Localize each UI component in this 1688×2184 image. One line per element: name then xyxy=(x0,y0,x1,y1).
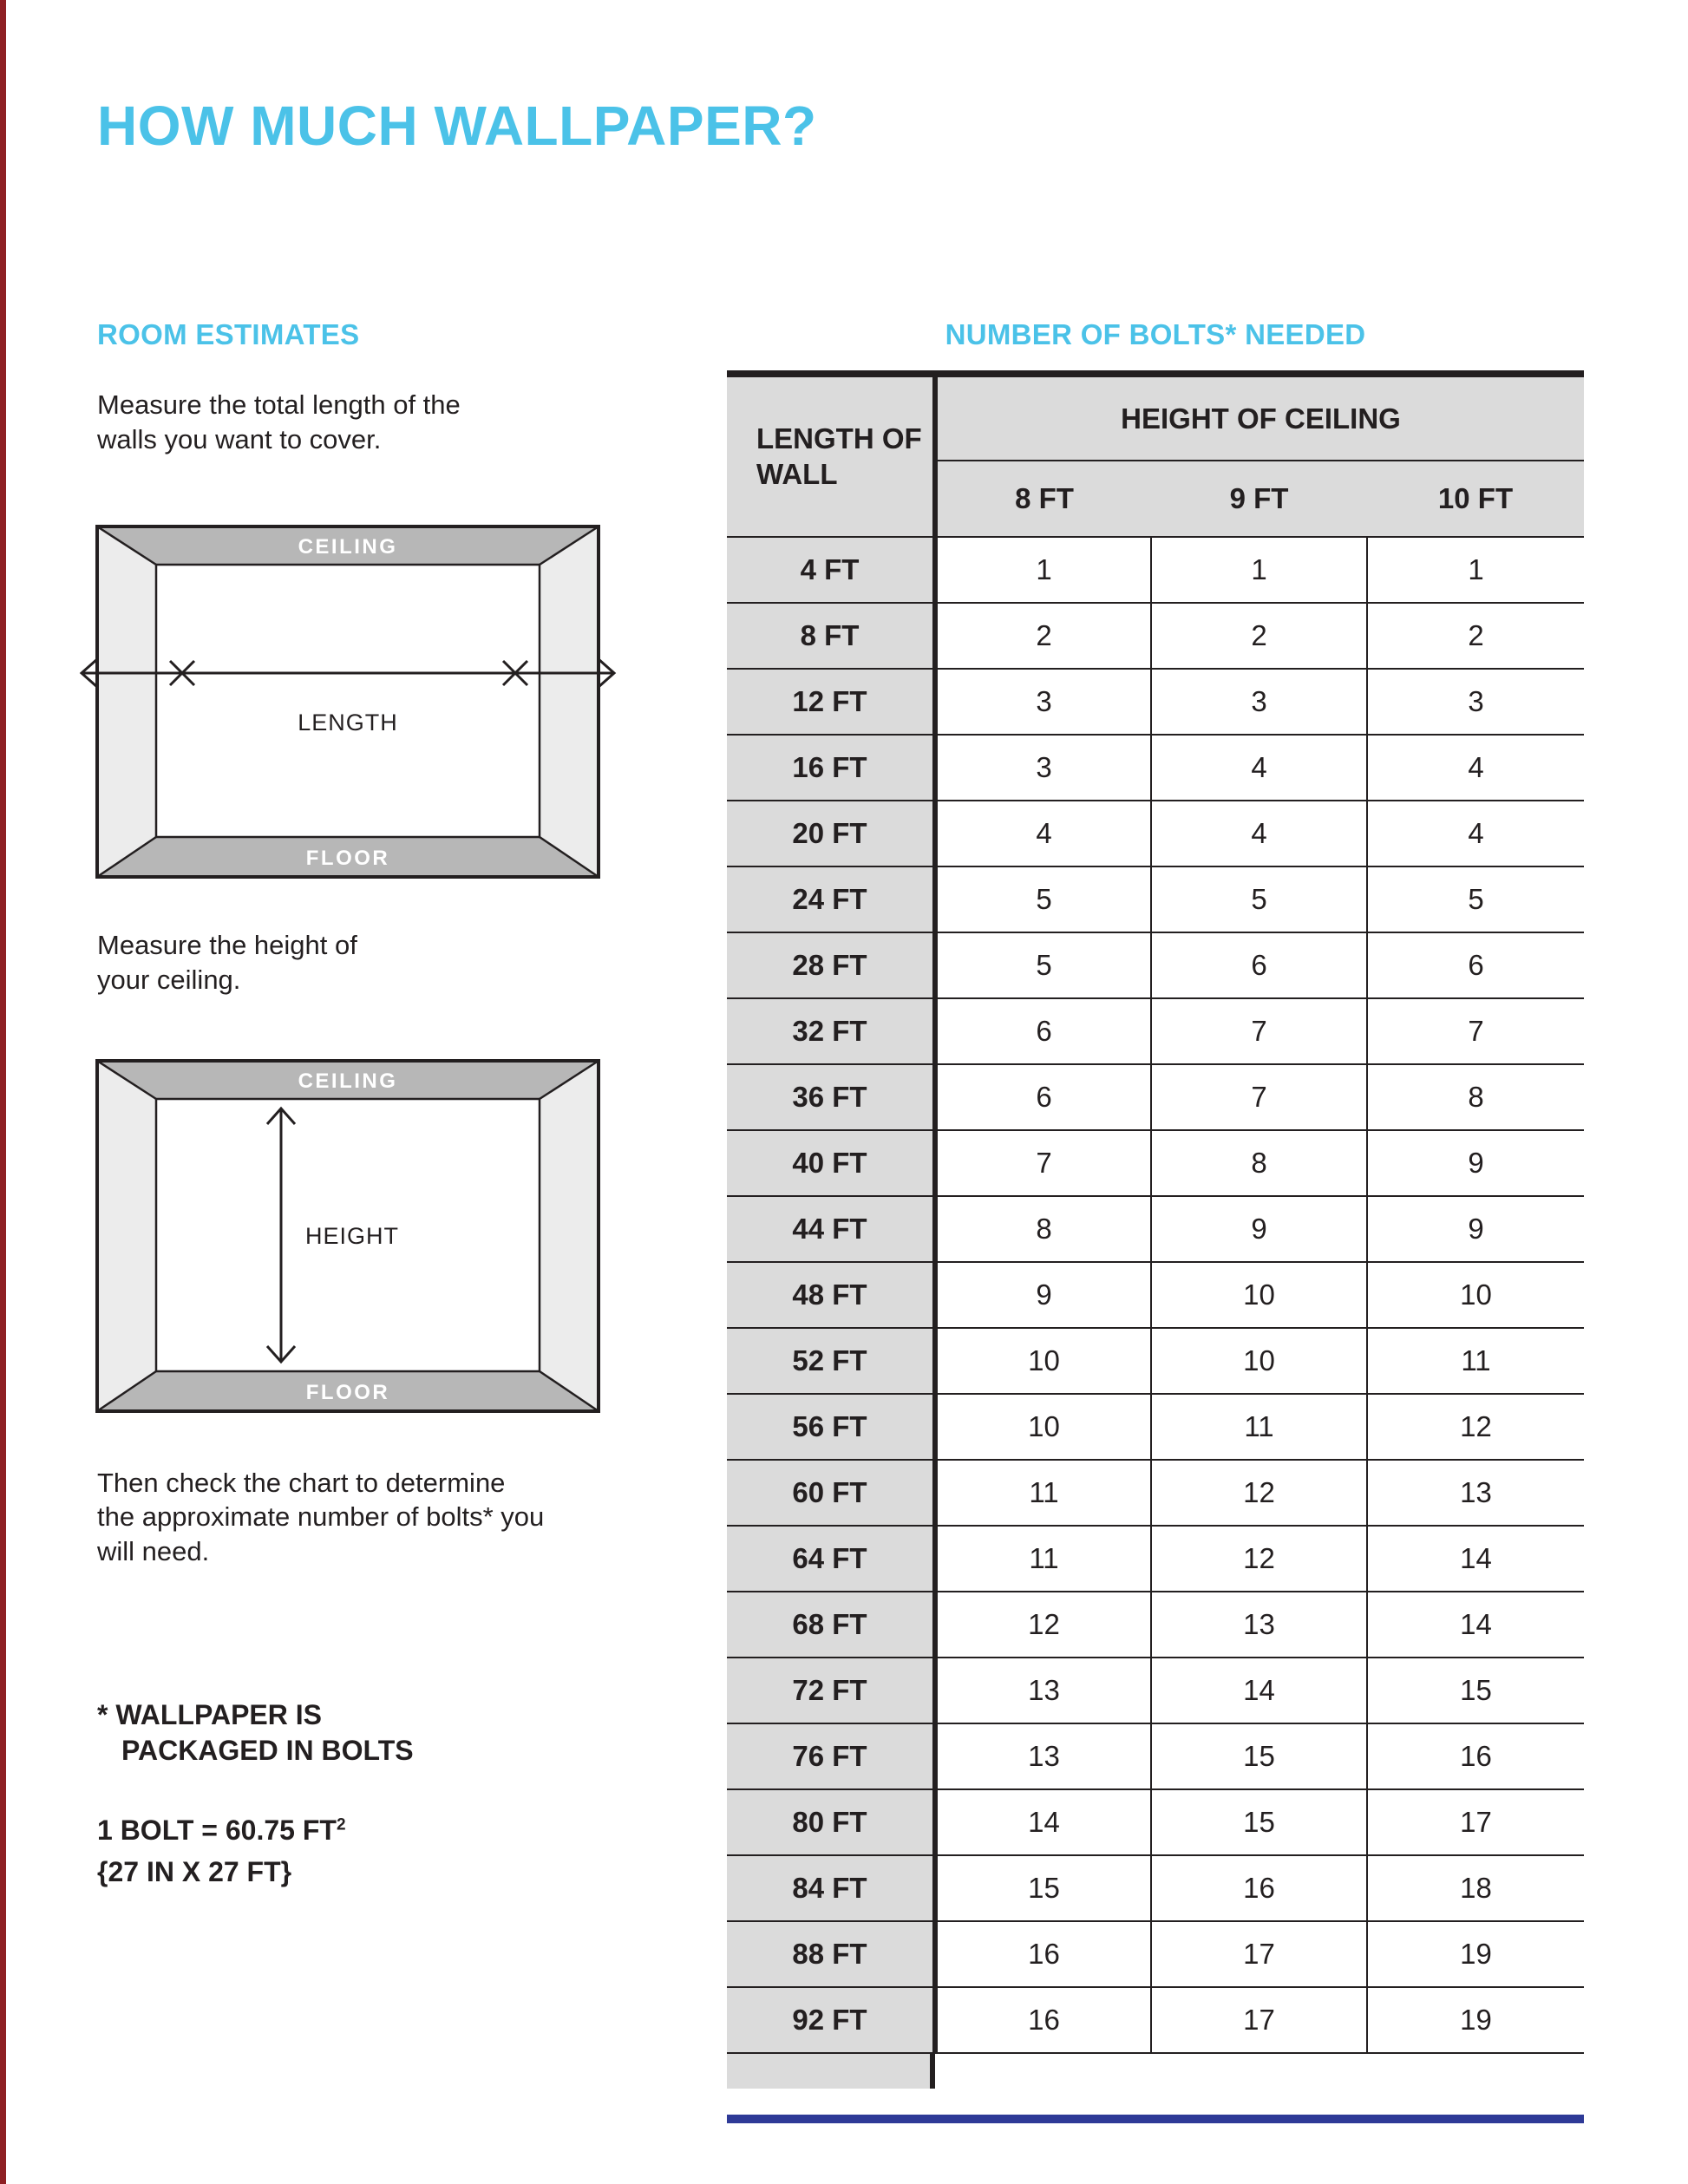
bolt-count-cell: 18 xyxy=(1367,1855,1584,1921)
back-wall xyxy=(156,565,540,837)
bolt-count-cell: 7 xyxy=(1151,1064,1367,1130)
bolt-count-cell: 1 xyxy=(935,537,1151,603)
wall-length-cell: 16 FT xyxy=(727,735,935,801)
instruction-measure-height: Measure the height of your ceiling. xyxy=(97,930,357,996)
height-diagram-svg xyxy=(71,1058,626,1414)
bolt-count-cell: 7 xyxy=(1151,998,1367,1064)
table-row xyxy=(727,1789,1584,1855)
table-row xyxy=(727,1921,1584,1987)
wall-length-cell: 72 FT xyxy=(727,1658,935,1723)
bolt-count-cell: 8 xyxy=(1367,1064,1584,1130)
height-measure-label: HEIGHT xyxy=(304,1222,400,1249)
wall-length-cell: 4 FT xyxy=(727,537,935,603)
bolt-count-cell: 9 xyxy=(1367,1196,1584,1262)
bolt-count-cell: 2 xyxy=(1151,603,1367,669)
wall-length-cell: 20 FT xyxy=(727,801,935,866)
table-row xyxy=(727,1658,1584,1723)
bolt-count-cell: 6 xyxy=(1151,932,1367,998)
bolt-count-cell: 10 xyxy=(1151,1328,1367,1394)
table-row xyxy=(727,1987,1584,2053)
bolt-count-cell: 14 xyxy=(1151,1658,1367,1723)
table-row xyxy=(727,1723,1584,1789)
bolt-size-exponent: 2 xyxy=(336,1815,346,1834)
bolt-count-cell: 13 xyxy=(1367,1460,1584,1526)
table-row xyxy=(727,1526,1584,1592)
page-title: HOW MUCH WALLPAPER? xyxy=(97,95,817,157)
bolts-table-heading: NUMBER OF BOLTS* NEEDED xyxy=(945,318,1366,350)
bolt-count-cell: 13 xyxy=(1151,1592,1367,1658)
wall-length-cell: 12 FT xyxy=(727,669,935,735)
bolt-count-cell: 17 xyxy=(1151,1921,1367,1987)
table-row xyxy=(727,1262,1584,1328)
table-row xyxy=(727,932,1584,998)
bolt-count-cell: 6 xyxy=(1367,932,1584,998)
table-row xyxy=(727,866,1584,932)
bolt-count-cell: 8 xyxy=(935,1196,1151,1262)
bolt-count-cell: 2 xyxy=(1367,603,1584,669)
bolt-count-cell: 12 xyxy=(935,1592,1151,1658)
bolt-count-cell: 9 xyxy=(935,1262,1151,1328)
bolt-count-cell: 10 xyxy=(1367,1262,1584,1328)
length-diagram xyxy=(97,524,635,879)
bolts-needed-section xyxy=(727,318,1584,2123)
wall-length-cell: 64 FT xyxy=(727,1526,935,1592)
wall-length-cell: 36 FT xyxy=(727,1064,935,1130)
bolt-count-cell: 7 xyxy=(935,1130,1151,1196)
bolt-count-cell: 4 xyxy=(1151,735,1367,801)
bolt-count-cell: 1 xyxy=(1367,537,1584,603)
bolt-count-cell: 10 xyxy=(935,1328,1151,1394)
bolt-count-cell: 10 xyxy=(1151,1262,1367,1328)
bolt-count-cell: 19 xyxy=(1367,1921,1584,1987)
bolt-count-cell: 14 xyxy=(935,1789,1151,1855)
column-header-9ft: 9 FT xyxy=(1151,461,1367,537)
bolt-count-cell: 5 xyxy=(1151,866,1367,932)
table-row xyxy=(727,801,1584,866)
table-row xyxy=(727,998,1584,1064)
bolt-count-cell: 1 xyxy=(1151,537,1367,603)
bolt-count-cell: 4 xyxy=(1367,801,1584,866)
bolt-count-cell: 15 xyxy=(935,1855,1151,1921)
bolts-table-header xyxy=(727,374,1584,537)
bolt-count-cell: 11 xyxy=(1151,1394,1367,1460)
bolt-count-cell: 13 xyxy=(935,1658,1151,1723)
wall-length-cell: 40 FT xyxy=(727,1130,935,1196)
bolt-count-cell: 8 xyxy=(1151,1130,1367,1196)
bolt-count-cell: 13 xyxy=(935,1723,1151,1789)
bolt-count-cell: 7 xyxy=(1367,998,1584,1064)
wall-length-cell: 68 FT xyxy=(727,1592,935,1658)
main-columns xyxy=(97,318,1688,2123)
table-row xyxy=(727,1328,1584,1394)
wall-length-cell: 28 FT xyxy=(727,932,935,998)
bolt-size-info xyxy=(97,1809,635,1893)
bolt-count-cell: 11 xyxy=(935,1526,1151,1592)
height-of-ceiling-header: HEIGHT OF CEILING xyxy=(935,374,1584,461)
bolt-count-cell: 4 xyxy=(1367,735,1584,801)
table-row xyxy=(727,537,1584,603)
bolt-count-cell: 6 xyxy=(935,998,1151,1064)
ceiling-label: CEILING xyxy=(298,535,398,559)
bolt-count-cell: 5 xyxy=(1367,866,1584,932)
bolt-count-cell: 15 xyxy=(1367,1658,1584,1723)
ceiling-label: CEILING xyxy=(298,1069,398,1093)
wall-length-cell: 76 FT xyxy=(727,1723,935,1789)
wall-length-cell: 80 FT xyxy=(727,1789,935,1855)
bolt-count-cell: 10 xyxy=(935,1394,1151,1460)
bolt-count-cell: 3 xyxy=(1367,669,1584,735)
length-measure-label: LENGTH xyxy=(298,709,398,736)
footnote-line2: PACKAGED IN BOLTS xyxy=(121,1735,414,1767)
table-row xyxy=(727,1592,1584,1658)
instruction-measure-length: Measure the total length of the walls you want to cover. xyxy=(97,389,461,454)
bolt-count-cell: 16 xyxy=(1151,1855,1367,1921)
table-row xyxy=(727,1394,1584,1460)
bolt-count-cell: 3 xyxy=(935,735,1151,801)
bolt-count-cell: 2 xyxy=(935,603,1151,669)
table-row xyxy=(727,603,1584,669)
bolt-count-cell: 5 xyxy=(935,866,1151,932)
footnote-line1: * WALLPAPER IS xyxy=(97,1698,322,1730)
bottom-accent-rule xyxy=(727,2115,1584,2123)
bolts-table-body xyxy=(727,537,1584,2053)
column-header-10ft: 10 FT xyxy=(1367,461,1584,537)
bolt-count-cell: 15 xyxy=(1151,1789,1367,1855)
table-row xyxy=(727,1130,1584,1196)
bolts-table xyxy=(727,370,1584,2054)
bolt-count-cell: 4 xyxy=(1151,801,1367,866)
bolt-count-cell: 14 xyxy=(1367,1526,1584,1592)
table-row xyxy=(727,735,1584,801)
wall-length-cell: 60 FT xyxy=(727,1460,935,1526)
wall-length-cell: 52 FT xyxy=(727,1328,935,1394)
wall-length-cell: 84 FT xyxy=(727,1855,935,1921)
bolt-count-cell: 12 xyxy=(1367,1394,1584,1460)
bolt-count-cell: 16 xyxy=(935,1921,1151,1987)
bolt-count-cell: 4 xyxy=(935,801,1151,866)
room-estimates-section xyxy=(97,318,635,1893)
bolt-count-cell: 19 xyxy=(1367,1987,1584,2053)
bolt-count-cell: 11 xyxy=(935,1460,1151,1526)
wall-length-cell: 88 FT xyxy=(727,1921,935,1987)
wall-length-cell: 24 FT xyxy=(727,866,935,932)
table-row xyxy=(727,1855,1584,1921)
table-row xyxy=(727,1064,1584,1130)
bolt-count-cell: 16 xyxy=(935,1987,1151,2053)
bolt-count-cell: 17 xyxy=(1151,1987,1367,2053)
bolt-count-cell: 6 xyxy=(935,1064,1151,1130)
bolt-size-detail: {27 IN X 27 FT} xyxy=(97,1855,292,1887)
instruction-check-chart: Then check the chart to determine the approximate number of bolts* you will need. xyxy=(97,1467,545,1567)
bolt-count-cell: 12 xyxy=(1151,1526,1367,1592)
bolt-count-cell: 3 xyxy=(1151,669,1367,735)
height-diagram xyxy=(97,1058,635,1414)
bolts-footnote xyxy=(97,1697,635,1769)
bolt-count-cell: 11 xyxy=(1367,1328,1584,1394)
bolt-count-cell: 15 xyxy=(1151,1723,1367,1789)
bolt-size-line xyxy=(97,1809,635,1851)
table-row xyxy=(727,1196,1584,1262)
bolt-count-cell: 9 xyxy=(1151,1196,1367,1262)
bolt-count-cell: 9 xyxy=(1367,1130,1584,1196)
wall-length-cell: 44 FT xyxy=(727,1196,935,1262)
bolt-count-cell: 17 xyxy=(1367,1789,1584,1855)
floor-label: FLOOR xyxy=(305,1380,390,1404)
wall-length-cell: 56 FT xyxy=(727,1394,935,1460)
wall-length-cell: 8 FT xyxy=(727,603,935,669)
table-row xyxy=(727,1460,1584,1526)
bolt-size-text: 1 BOLT = 60.75 FT xyxy=(97,1814,337,1846)
wall-length-cell: 32 FT xyxy=(727,998,935,1064)
wall-length-cell: 92 FT xyxy=(727,1987,935,2053)
bolt-count-cell: 12 xyxy=(1151,1460,1367,1526)
bolt-count-cell: 5 xyxy=(935,932,1151,998)
bolt-count-cell: 14 xyxy=(1367,1592,1584,1658)
table-row xyxy=(727,669,1584,735)
length-diagram-svg xyxy=(71,524,626,879)
left-edge-stripe xyxy=(0,0,6,2184)
room-estimates-heading: ROOM ESTIMATES xyxy=(97,318,360,350)
wall-length-cell: 48 FT xyxy=(727,1262,935,1328)
column-header-8ft: 8 FT xyxy=(935,461,1151,537)
bolt-count-cell: 16 xyxy=(1367,1723,1584,1789)
table-column-stub xyxy=(727,2054,935,2089)
bolt-count-cell: 3 xyxy=(935,669,1151,735)
length-of-wall-header: LENGTH OF WALL xyxy=(727,374,935,537)
floor-label: FLOOR xyxy=(305,847,390,871)
